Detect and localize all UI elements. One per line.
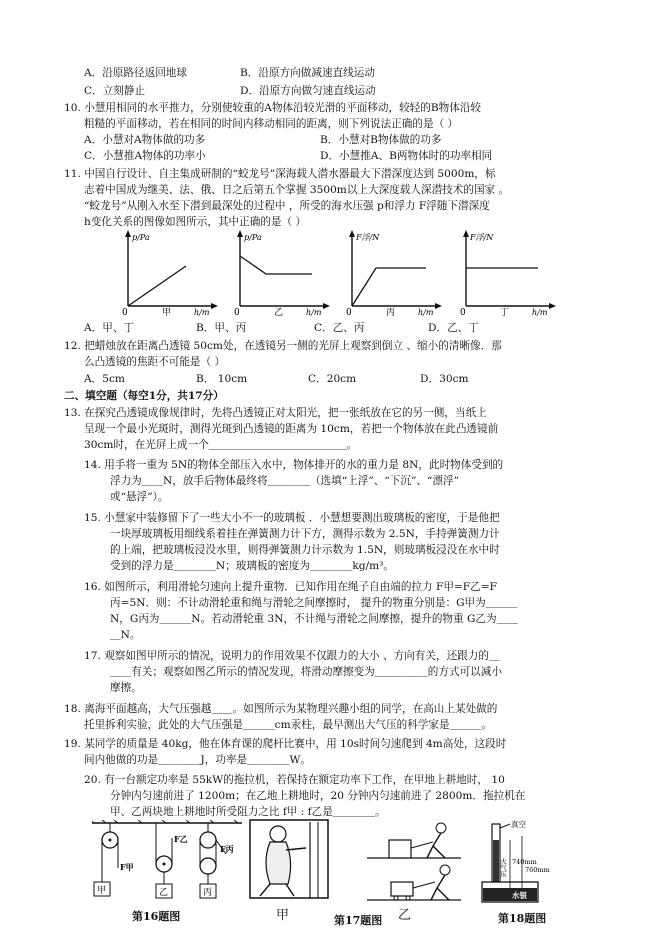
graph-bing-ylabel: F浮/N xyxy=(356,233,380,242)
q12-option-c: C．20cm xyxy=(308,373,357,385)
q13-line1: 13. 在探究凸透镜成像规律时，先将凸透镜正对太阳光，把一张纸放在它的另一侧，当纸上 xyxy=(64,407,487,419)
q10-option-d: D．小慧推A、B两物体时的功率相同 xyxy=(320,150,493,162)
q11-line1: 11. 中国自行设计、自主集成研制的“蛟龙号”深海载人潜水器最大下潜深度达到 5000m，标 xyxy=(64,168,496,180)
q14-line2: 浮力为＿＿N，放手后物体最终将＿＿＿＿（选填“上浮”、“下沉”、“漂浮” xyxy=(110,475,459,487)
q10-line2: 粗糙的平面移动，若在相同的时间内移动相同的距离，则下列说法正确的是（ ） xyxy=(84,118,459,130)
q18-line1: 18. 离海平面越高，大气压强越＿＿。如图所示为某物理兴趣小组的同学，在高山上某处做的 xyxy=(64,703,498,715)
q19-line2: 间内他做的功是＿＿＿＿J，功率是＿＿＿＿W。 xyxy=(84,754,312,766)
q11-line2: 志着中国成为继美、法、俄、日之后第五个掌握 3500m以上大深度载人深潜技术的国家 。 xyxy=(84,184,510,196)
q9-option-a: A．沿原路径返回地球 xyxy=(84,67,187,79)
pulley-label-bing: 丙 xyxy=(203,888,213,898)
q10-option-a: A．小慧对A物体做的功多 xyxy=(84,134,206,146)
pulley-figure xyxy=(92,820,242,906)
section-fill-blank-heading: 二、填空题（每空1分，共17分） xyxy=(64,390,224,402)
graph-yi-label: 乙 xyxy=(274,308,284,316)
graph-jia-label: 甲 xyxy=(162,308,172,316)
graph-yi xyxy=(226,226,331,316)
graph-jia-origin: 0 xyxy=(122,308,128,316)
q20-line1: 20. 有一台额定功率是 55kW的拖拉机，若保持在额定功率下工作，在甲地上耕地时， 10 xyxy=(84,774,505,786)
q18-line2: 托里拆利实验，此处的大气压强是＿＿＿cm汞柱，最早测出大气压的科学家是＿＿＿。 xyxy=(84,719,492,731)
q11-option-a: A．甲、丁 xyxy=(84,322,135,334)
torricelli-760: 760mm xyxy=(525,866,550,874)
torricelli-pressure-label: 大气压 xyxy=(499,858,507,878)
graph-bing-xlabel: h/m xyxy=(418,308,434,316)
graph-jia-xlabel: h/m xyxy=(194,308,210,316)
torricelli-vacuum-label: 真空 xyxy=(511,820,526,829)
q11-line4: h变化关系的图像如图所示，其中正确的是（ ） xyxy=(84,216,307,228)
q10-option-b: B．小慧对B物体做的功多 xyxy=(320,134,442,146)
q15-line4: 受到的浮力是＿＿＿＿N；玻璃板的密度为＿＿＿＿kg/m³。 xyxy=(110,560,394,572)
q17-line1: 17. 观察如图甲所示的情况，说明力的作用效果不仅跟力的大小 、方向有关，还跟力的＿ xyxy=(84,650,500,662)
fig17-left-label: 甲 xyxy=(276,908,290,923)
q16-line4: ＿N。 xyxy=(110,629,141,641)
q12-option-a: A．5cm xyxy=(84,373,125,385)
q11-option-c: C．乙、丙 xyxy=(314,322,365,334)
graph-jia xyxy=(114,226,219,316)
q12-line1: 12. 把蜡烛放在距离凸透镜 50cm处，在透镜另一侧的光屏上观察到倒立 、缩小的清晰像．那 xyxy=(64,340,502,352)
q16-line2: 丙=5N．则：不计动滑轮重和绳与滑轮之间摩擦时， 提升的物重分别是：G甲为＿＿＿ xyxy=(110,597,518,609)
graph-ding-ylabel: F浮/N xyxy=(470,233,494,242)
q15-line1: 15. 小慧家中装修留下了一些大小不一的玻璃板 ．小慧想要测出玻璃板的密度，于是他把 xyxy=(84,512,500,524)
graph-yi-origin: 0 xyxy=(234,308,240,316)
q16-line3: N，G丙为＿＿＿N。若动滑轮重 3N，不计绳与滑轮之间摩擦，提升的物重 G乙为＿＿ xyxy=(110,613,518,625)
graph-bing-label: 丙 xyxy=(386,308,396,316)
q20-line2: 分钟内匀速前进了 1200m；在乙地上耕地时，20 分钟内匀速前进了 2800m．拖拉机在 xyxy=(110,790,526,802)
torricelli-figure xyxy=(478,818,558,906)
q9-option-c: C．立刻静止 xyxy=(84,85,146,97)
torricelli-740: 740mm xyxy=(512,858,537,866)
q9-option-b: B．沿原方向做减速直线运动 xyxy=(240,67,375,79)
q14-line3: 或“悬浮”）。 xyxy=(110,491,169,503)
torricelli-mercury-label: 水银 xyxy=(512,891,527,900)
q16-line1: 16. 如图所示，利用滑轮匀速向上提升重物．已知作用在绳子自由端的拉力 F甲=F乙=F xyxy=(84,581,497,593)
q11-line3: “蛟龙号”从刚入水至下潜到最深处的过程中 ，所受的海水压强 p和浮力 F浮随下潜深度 xyxy=(84,200,490,212)
graph-yi-xlabel: h/m xyxy=(306,308,322,316)
graph-ding xyxy=(452,226,557,316)
fig18-caption: 第18题图 xyxy=(498,912,547,925)
q12-line2: 么凸透镜的焦距不可能是（ ） xyxy=(84,356,226,368)
q11-option-b: B．甲、丙 xyxy=(196,322,247,334)
q12-option-d: D．30cm xyxy=(420,373,469,385)
graph-ding-origin: 0 xyxy=(460,308,466,316)
graph-jia-ylabel: p/Pa xyxy=(132,233,150,242)
fig17-caption: 第17题图 xyxy=(334,914,383,927)
q13-line2: 呈现一个最小光斑时，测得光斑到凸透镜的距离为 10cm，若把一个物体放在此凸透镜前 xyxy=(84,423,499,435)
q12-option-b: B． 10cm xyxy=(196,373,248,385)
fig17-right-label: 乙 xyxy=(398,908,412,923)
q13-line3: 30cm时，在光屏上成一个＿＿＿＿＿＿＿＿＿＿＿＿＿。 xyxy=(84,439,358,451)
fig16-caption: 第16题图 xyxy=(132,910,181,923)
graph-yi-ylabel: p/Pa xyxy=(244,233,262,242)
graph-ding-xlabel: h/m xyxy=(532,308,548,316)
q17-line3: 摩擦。 xyxy=(110,682,142,694)
drag-box-figure xyxy=(365,820,465,904)
graph-bing-origin: 0 xyxy=(346,308,352,316)
q15-line3: 的上端，把玻璃板浸没水里，则得弹簧测力计示数为 1.5N，则玻璃板浸没在水中时 xyxy=(110,544,500,556)
pulley-label-yi: 乙 xyxy=(159,888,169,898)
q9-option-d: D．沿原方向做匀速直线运动 xyxy=(240,85,376,97)
q14-line1: 14. 用手将一重为 5N的物体全部压入水中，物体排开的水的重力是 8N，此时物体受到的 xyxy=(84,459,504,471)
q17-line2: ＿＿有关；观察如图乙所示的情况发现，将滑动摩擦变为＿＿＿＿＿的方式可以减小 xyxy=(110,666,502,678)
q19-line1: 19. 某同学的质量是 40kg，他在体育课的爬杆比赛中，用 10s时间匀速爬到 4m高处，这段时 xyxy=(64,738,507,750)
graph-ding-label: 丁 xyxy=(500,308,510,316)
q10-line1: 10. 小慧用相同的水平推力，分别使较重的A物体沿较光滑的平面移动，较轻的B物体沿较 xyxy=(64,102,482,114)
q15-line2: 一块厚玻璃板用细线系着挂在弹簧测力计下方，测得示数为 2.5N，手持弹簧测力计 xyxy=(110,528,500,540)
pulley-force-jia: F甲 xyxy=(120,862,134,872)
pulley-force-yi: F乙 xyxy=(174,834,188,844)
graph-bing xyxy=(338,226,443,316)
pulley-force-bing: F丙 xyxy=(220,844,234,854)
q20-line3: 甲、乙两块地上耕地时所受阻力之比 f甲 : f乙是＿＿＿＿。 xyxy=(110,806,386,818)
q11-option-d: D．乙、丁 xyxy=(428,322,479,334)
q10-option-c: C．小慧推A物体的功率小 xyxy=(84,150,206,162)
door-push-figure xyxy=(248,818,332,902)
pulley-label-jia: 甲 xyxy=(97,886,107,896)
